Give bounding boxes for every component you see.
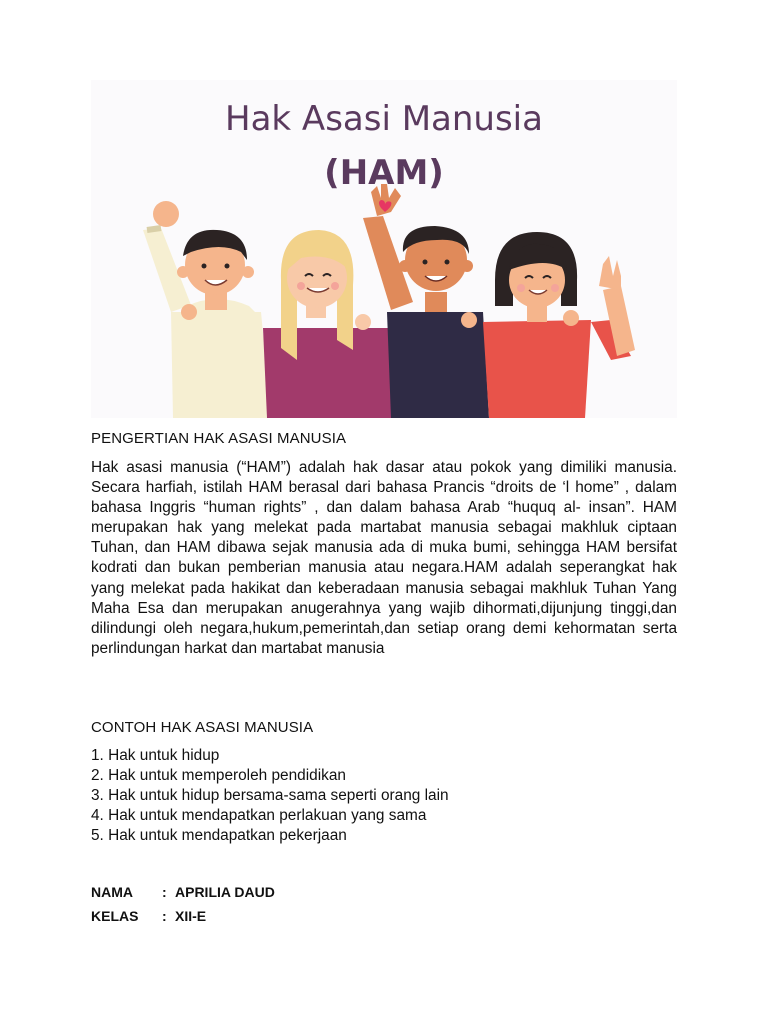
person-red-shirt <box>483 232 635 418</box>
definition-paragraph: Hak asasi manusia (“HAM”) adalah hak dasar atau pokok yang dimiliki manusia. Secara harfiah, istilah HAM berasal dari bahasa Prancis “droits de ‘l home” , dalam bahasa Inggris “human rights” , dan dalam bahasa Arab “huquq al- insan”. HAM merupakan hak yang melekat pada martabat manusia sebagai makhluk ciptaan Tuhan, dan HAM dibawa sejak manusia ada di muka bumi, sehingga HAM bersifat kodrati dan bukan pemberian manusia atau negara.HAM adalah seperangkat hak yang melekat pada hakikat dan keberadaan manusia sebagai makhluk Tuhan Yang Maha Esa dan merupakan anugerahnya yang wajib dihormati,dijunjung tinggi,dan dilindungi oleh negara,hukum,pemerintah,dan setiap orang demi kehormatan serta perlindungan harkat dan martabat manusia <box>91 459 677 657</box>
kelas-separator: : <box>162 908 167 924</box>
nama-label: NAMA <box>91 884 133 900</box>
list-item: 2. Hak untuk memperoleh pendidikan <box>91 767 346 785</box>
list-item: 5. Hak untuk mendapatkan pekerjaan <box>91 827 347 845</box>
banner-subtitle: (HAM) <box>324 153 444 193</box>
section-heading-pengertian: PENGERTIAN HAK ASASI MANUSIA <box>91 430 347 447</box>
nama-separator: : <box>162 884 167 900</box>
list-item: 4. Hak untuk mendapatkan perlakuan yang sama <box>91 807 427 825</box>
nama-value: APRILIA DAUD <box>175 884 275 900</box>
section-heading-contoh: CONTOH HAK ASASI MANUSIA <box>91 719 314 736</box>
banner-title: Hak Asasi Manusia <box>225 99 543 139</box>
person-cream-sweater <box>143 201 271 418</box>
kelas-value: XII-E <box>175 908 207 924</box>
list-item: 1. Hak untuk hidup <box>91 747 220 764</box>
examples-list <box>91 746 449 846</box>
kelas-label: KELAS <box>91 908 139 924</box>
info-nama-row <box>91 883 275 901</box>
list-item: 3. Hak untuk hidup bersama-sama seperti orang lain <box>91 787 449 805</box>
ham-banner-illustration <box>91 80 677 418</box>
info-kelas-row <box>91 907 206 925</box>
